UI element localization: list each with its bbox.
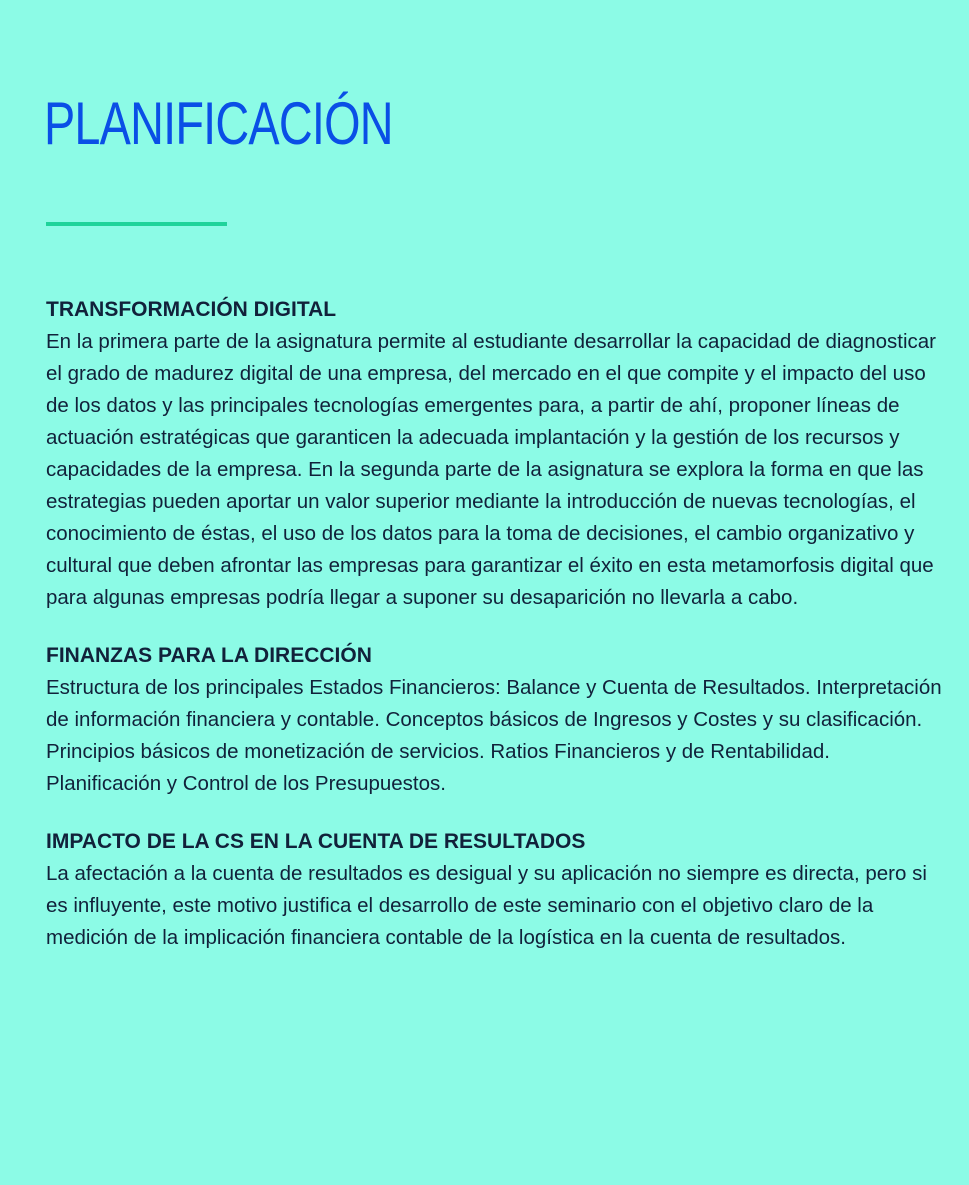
content [46, 294, 946, 980]
section-body: En la primera parte de la asignatura permite al estudiante desarrollar la capacidad de diagnosticar el grado de madurez digital de una empresa, del mercado en el que compite y el impacto del uso de los datos y las principales tecnologías emergentes para, a partir de ahí, proponer líneas de actuación estratégicas que garanticen la adecuada implantación y la gestión de los recursos y capacidades de la empresa. En la segunda parte de la asignatura se explora la forma en que las estrategias pueden aportar un valor superior mediante la introducción de nuevas tecnologías, el conocimiento de éstas, el uso de los datos para la toma de decisiones, el cambio organizativo y cultural que deben afrontar las empresas para garantizar el éxito en esta metamorfosis digital que para algunas empresas podría llegar a suponer su desaparición no llevarla a cabo. [46, 330, 936, 609]
section-impacto-cs [46, 826, 946, 954]
section-heading: IMPACTO DE LA CS EN LA CUENTA DE RESULTADOS [46, 830, 586, 853]
page-title: PLANIFICACIÓN [44, 90, 393, 157]
section-heading: FINANZAS PARA LA DIRECCIÓN [46, 644, 372, 667]
section-body: La afectación a la cuenta de resultados es desigual y su aplicación no siempre es directa, pero si es influyente, este motivo justifica el desarrollo de este seminario con el objetivo claro de la medición de la implicación financiera contable de la logística en la cuenta de resultados. [46, 862, 927, 949]
section-body: Estructura de los principales Estados Financieros: Balance y Cuenta de Resultados. Interpretación de información financiera y contable. Conceptos básicos de Ingresos y Costes y su clasificación. Principios básicos de monetización de servicios. Ratios Financieros y de Rentabilidad. Planificación y Control de los Presupuestos. [46, 676, 942, 795]
section-heading: TRANSFORMACIÓN DIGITAL [46, 298, 337, 321]
section-finanzas-para-la-direccion [46, 640, 946, 800]
title-underline-divider [46, 222, 227, 226]
section-transformacion-digital [46, 294, 946, 614]
